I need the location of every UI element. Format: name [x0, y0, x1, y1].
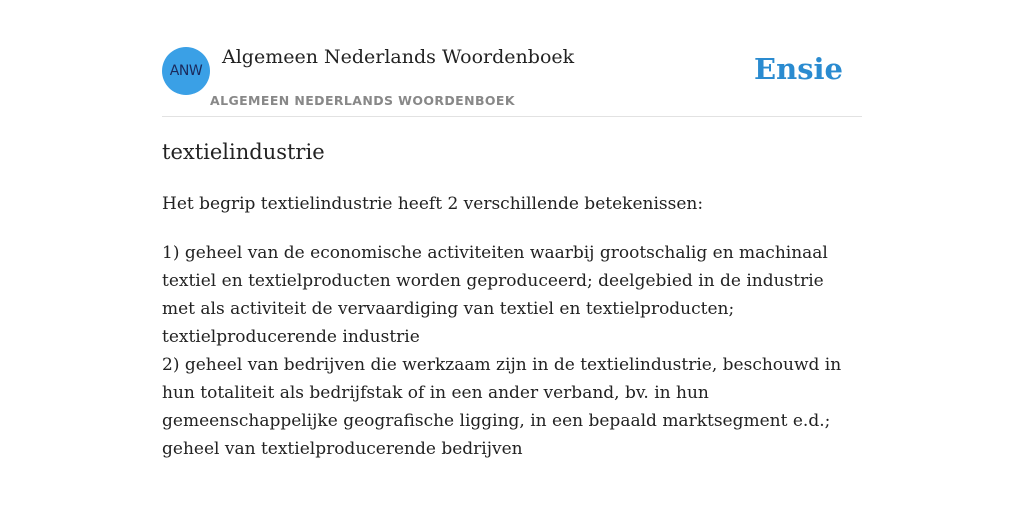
header [162, 0, 862, 117]
page-title: textielindustrie [162, 140, 325, 164]
definition-list [162, 239, 862, 463]
anw-logo[interactable] [162, 47, 210, 95]
page-container [162, 0, 862, 512]
site-title[interactable]: Algemeen Nederlands Woordenboek [222, 46, 575, 68]
site-subtitle: ALGEMEEN NEDERLANDS WOORDENBOEK [210, 93, 515, 108]
entry-intro: Het begrip textielindustrie heeft 2 verschillende betekenissen: [162, 194, 704, 214]
definition-item: 1) geheel van de economische activiteiten waarbij grootschalig en machinaal textiel en textielproducten worden geproduceerd; deelgebied in de industrie met als activiteit de vervaardiging van textiel en textielproducten; textielproducerende industrie [162, 243, 828, 347]
logo-text: ANW [169, 63, 203, 79]
ensie-brand-logo[interactable]: Ensie [754, 52, 843, 86]
definition-item: 2) geheel van bedrijven die werkzaam zijn in de textielindustrie, beschouwd in hun totaliteit als bedrijfstak of in een ander verband, bv. in hun gemeenschappelijke geografische ligging, in een bepaald marktsegment e.d.; geheel van textielproducerende bedrijven [162, 355, 842, 459]
